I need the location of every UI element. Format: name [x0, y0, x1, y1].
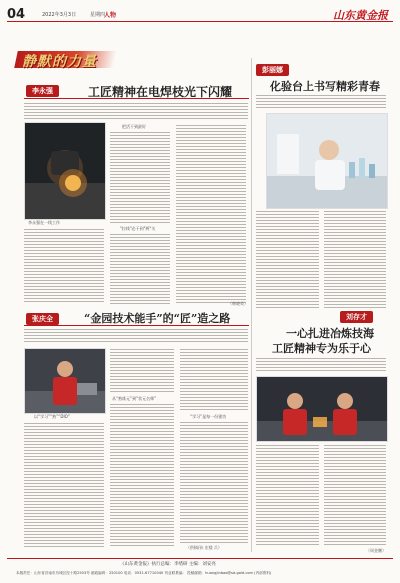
article-credit: （韩晓英）: [228, 301, 248, 306]
issue-weekday: 星期四: [90, 12, 106, 18]
article-headline: 化验台上书写精彩青春: [270, 80, 380, 93]
article-column-1: [24, 422, 104, 548]
column-divider: [251, 58, 252, 552]
article-credit: （供稿/孙 宏楼 兵）: [186, 545, 222, 550]
person-name-badge: 彭丽娜: [256, 64, 289, 76]
welder-photo: [24, 122, 106, 220]
smelter-photo: [256, 376, 388, 442]
article-headline: 工匠精神在电焊枝光下闪耀: [88, 85, 233, 99]
person-name-badge: 李永强: [26, 85, 59, 97]
article-headline: 工匠精神专为乐于心: [272, 342, 371, 355]
article-headline: 一心扎进冶炼技海: [286, 327, 374, 340]
footer-rule: [7, 558, 393, 559]
banner-title: 静默的力量: [22, 54, 97, 70]
footer-imprint: 本版责任：山东省济南市历城区经十路2503号 邮政编码：250100 电话：0531-67710040 刊业联系编： 投稿邮箱：huangjinbao@sd-gold.com (内部资料): [16, 571, 272, 575]
article-subheading: “学习”是每一份建功: [190, 414, 227, 419]
article-intro: [256, 94, 386, 110]
photo-caption: 李永强在一线工作: [28, 220, 60, 225]
article-column-1: [24, 228, 104, 304]
newspaper-logo: 山东黄金报: [333, 9, 388, 22]
article-intro: [24, 102, 248, 120]
headline-rule: [24, 98, 249, 99]
article-column-2b: [110, 403, 174, 548]
section-label: 人物: [104, 12, 117, 19]
photo-caption: 以“学习”“熟”“DIO”: [34, 414, 70, 419]
article-intro: [24, 328, 248, 344]
article-column-2: [324, 444, 386, 546]
header-rule: [7, 21, 393, 22]
article-column-2b: [110, 233, 170, 304]
technician-photo: [24, 348, 106, 414]
article-column-3b: [180, 421, 248, 543]
article-headline: “金园技术能手”的“匠”造之路: [84, 312, 231, 325]
article-column-3: [176, 124, 246, 304]
article-column-1: [256, 444, 319, 546]
article-column-2: [324, 210, 386, 310]
article-column-1: [256, 210, 319, 310]
article-credit: （周金鹏）: [366, 548, 386, 553]
article-column-2: [110, 348, 174, 392]
person-name-badge: 刘存才: [340, 311, 373, 323]
article-subheading: "拉线"必干到"两"关: [120, 226, 156, 231]
issue-date: 2022年3月3日: [42, 12, 77, 18]
lab-photo: [266, 113, 388, 209]
page-number: 04: [7, 7, 26, 22]
headline-rule: [24, 325, 249, 326]
article-intro: [256, 357, 386, 371]
article-column-3: [180, 348, 248, 410]
article-subheading: 把活干到最好: [122, 124, 146, 129]
article-column-2: [110, 131, 170, 223]
footer-editor-line: 《山东黄金报》执行总编：李绪研 主编：刘安亮: [120, 562, 216, 567]
article-subheading: 从“熟练元”到“状元名师”: [112, 396, 157, 401]
person-name-badge: 张庆全: [26, 313, 59, 325]
